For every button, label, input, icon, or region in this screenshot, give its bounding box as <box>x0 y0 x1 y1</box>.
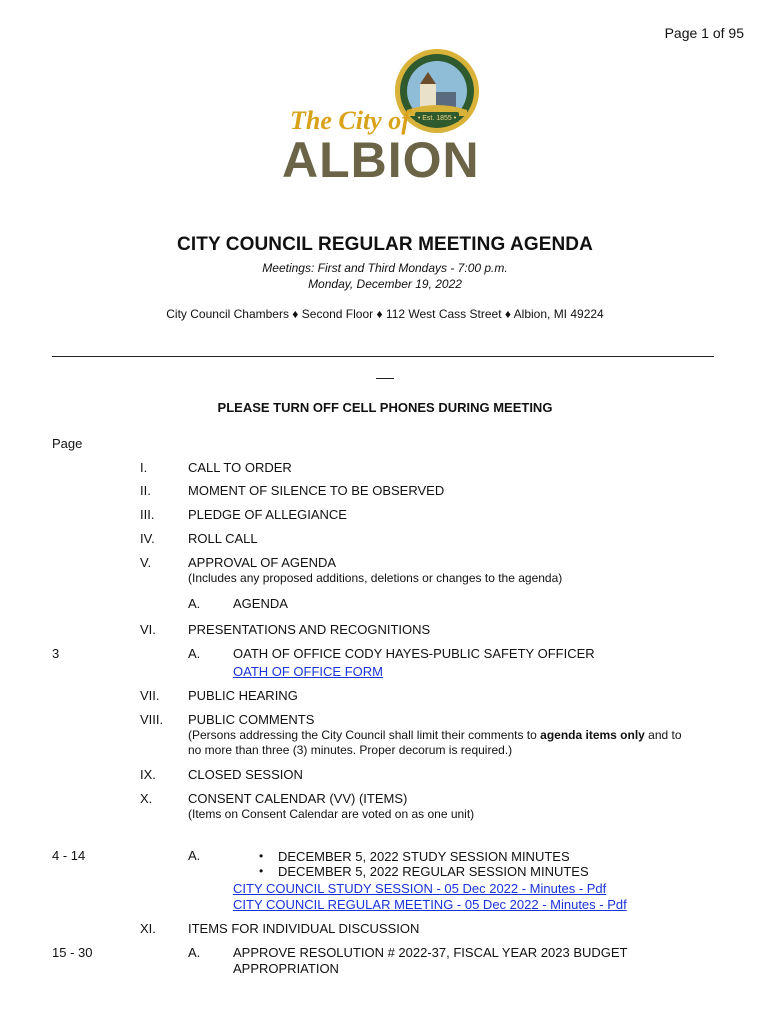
page-reference: 15 - 30 <box>52 945 93 960</box>
svg-text:The City of: The City of <box>290 106 410 135</box>
item-number: X. <box>140 791 153 806</box>
meeting-date: Monday, December 19, 2022 <box>308 277 462 291</box>
divider-tail <box>376 378 394 379</box>
item-moment-of-silence: MOMENT OF SILENCE TO BE OBSERVED <box>188 483 445 498</box>
item-number: V. <box>140 555 152 570</box>
page-number: Page 1 of 95 <box>664 25 744 41</box>
item-note: (Items on Consent Calendar are voted on as one unit) <box>188 807 475 821</box>
item-number: IV. <box>140 531 155 546</box>
item-number: XI. <box>140 921 156 936</box>
cell-phone-notice: PLEASE TURN OFF CELL PHONES DURING MEETING <box>217 400 553 415</box>
item-number: II. <box>140 483 151 498</box>
item-number: III. <box>140 507 155 522</box>
item-pledge: PLEDGE OF ALLEGIANCE <box>188 507 347 522</box>
item-number: VII. <box>140 688 160 703</box>
item-consent-calendar: CONSENT CALENDAR (VV) (ITEMS) <box>188 791 408 806</box>
sub-item-budget-resolution: APPROVE RESOLUTION # 2022-37, FISCAL YEAR 2023 BUDGET <box>233 945 628 960</box>
item-approval-of-agenda: APPROVAL OF AGENDA <box>188 555 337 570</box>
agenda-title: CITY COUNCIL REGULAR MEETING AGENDA <box>177 234 593 255</box>
meeting-location: City Council Chambers ♦ Second Floor ♦ 112 West Cass Street ♦ Albion, MI 49224 <box>166 307 604 321</box>
city-logo <box>282 44 492 194</box>
bullet-regular-session-minutes: DECEMBER 5, 2022 REGULAR SESSION MINUTES <box>278 864 589 879</box>
sub-item-budget-resolution-cont: APPROPRIATION <box>233 961 339 976</box>
item-note <box>188 728 718 743</box>
page-reference: 3 <box>52 646 60 661</box>
bullet-icon: • <box>259 849 264 863</box>
svg-text:• Est. 1855 •: • Est. 1855 • <box>417 115 457 122</box>
sub-item-letter: A. <box>188 646 201 661</box>
study-session-minutes-link[interactable]: CITY COUNCIL STUDY SESSION - 05 Dec 2022 - Minutes - Pdf <box>233 881 607 896</box>
item-number: VI. <box>140 622 156 637</box>
sub-item-letter: A. <box>188 848 201 863</box>
item-number: VIII. <box>140 712 164 727</box>
page-column-label: Page <box>52 436 83 451</box>
bullet-icon: • <box>259 864 264 878</box>
item-roll-call: ROLL CALL <box>188 531 258 546</box>
note-text: (Persons addressing the City Council shall limit their comments to <box>188 728 541 742</box>
item-individual-discussion: ITEMS FOR INDIVIDUAL DISCUSSION <box>188 921 420 936</box>
meeting-schedule: Meetings: First and Third Mondays - 7:00 p.m. <box>262 261 508 275</box>
note-emphasis: agenda items only <box>540 728 645 742</box>
sub-item-agenda: AGENDA <box>233 596 288 611</box>
sub-item-letter: A. <box>188 596 201 611</box>
item-number: I. <box>140 460 148 475</box>
note-text: and to <box>644 728 682 742</box>
item-note: no more than three (3) minutes. Proper decorum is required.) <box>188 743 513 757</box>
oath-of-office-form-link[interactable]: OATH OF OFFICE FORM <box>233 664 383 679</box>
sub-item-letter: A. <box>188 945 201 960</box>
divider <box>52 356 714 357</box>
sub-item-oath-of-office: OATH OF OFFICE CODY HAYES-PUBLIC SAFETY OFFICER <box>233 646 595 661</box>
item-note: (Includes any proposed additions, deletions or changes to the agenda) <box>188 571 563 585</box>
albion-seal-icon <box>282 44 492 194</box>
item-public-hearing: PUBLIC HEARING <box>188 688 298 703</box>
regular-meeting-minutes-link[interactable]: CITY COUNCIL REGULAR MEETING - 05 Dec 2022 - Minutes - Pdf <box>233 897 627 912</box>
item-call-to-order: CALL TO ORDER <box>188 460 292 475</box>
item-presentations: PRESENTATIONS AND RECOGNITIONS <box>188 622 431 637</box>
bullet-study-session-minutes: DECEMBER 5, 2022 STUDY SESSION MINUTES <box>278 849 570 864</box>
svg-text:ALBION: ALBION <box>282 132 480 188</box>
item-public-comments: PUBLIC COMMENTS <box>188 712 315 727</box>
page-reference: 4 - 14 <box>52 848 86 863</box>
item-number: IX. <box>140 767 156 782</box>
item-closed-session: CLOSED SESSION <box>188 767 303 782</box>
